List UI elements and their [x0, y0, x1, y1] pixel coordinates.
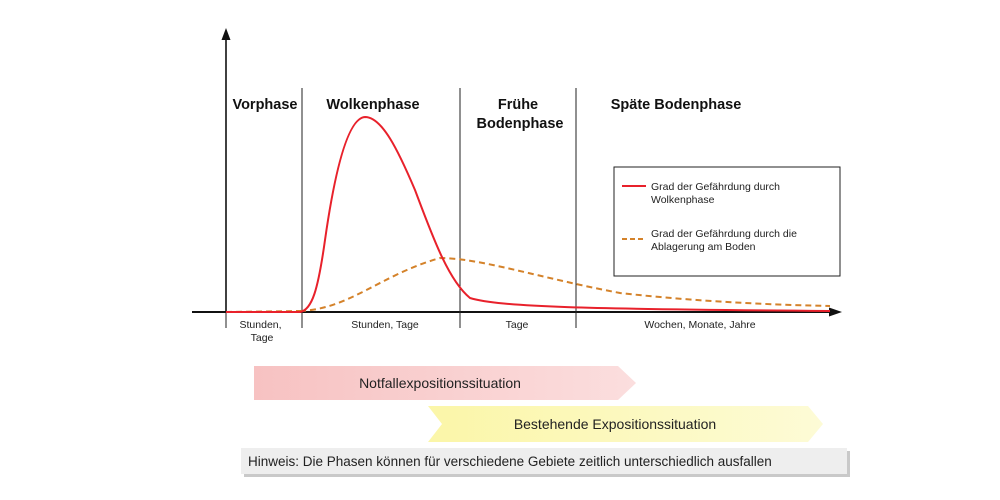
- notfall-arrow-label: Notfallexpositionssituation: [359, 375, 521, 391]
- legend: [614, 167, 840, 276]
- note-text: Hinweis: Die Phasen können für verschiedene Gebiete zeitlich unterschiedlich ausfallen: [248, 454, 772, 469]
- legend-label-wolkenphase: Grad der Gefährdung durch Wolkenphase: [651, 181, 780, 206]
- legend-label-ablagerung-boden: Grad der Gefährdung durch die Ablagerung am Boden: [651, 228, 797, 253]
- duration-label-wolkenphase: Stunden, Tage: [351, 319, 419, 331]
- phase-title-spaete-bodenphase: Späte Bodenphase: [610, 97, 742, 113]
- note-box: [241, 448, 850, 477]
- x-axis-arrowhead: [829, 308, 842, 317]
- notfall-arrow: [254, 366, 636, 400]
- phase-title-vorphase: Vorphase: [232, 97, 298, 113]
- bestehende-arrow-label: Bestehende Expositionssituation: [513, 416, 717, 432]
- duration-label-fruehe-bodenphase: Tage: [505, 319, 529, 331]
- phase-title-fruehe-bodenphase: Frühe Bodenphase: [476, 97, 564, 132]
- phase-title-wolkenphase: Wolkenphase: [326, 97, 420, 113]
- y-axis-arrowhead: [222, 28, 231, 40]
- duration-label-vorphase: Stunden, Tage: [239, 319, 282, 344]
- duration-label-spaete-bodenphase: Wochen, Monate, Jahre: [644, 319, 756, 331]
- bestehende-arrow: [428, 406, 823, 442]
